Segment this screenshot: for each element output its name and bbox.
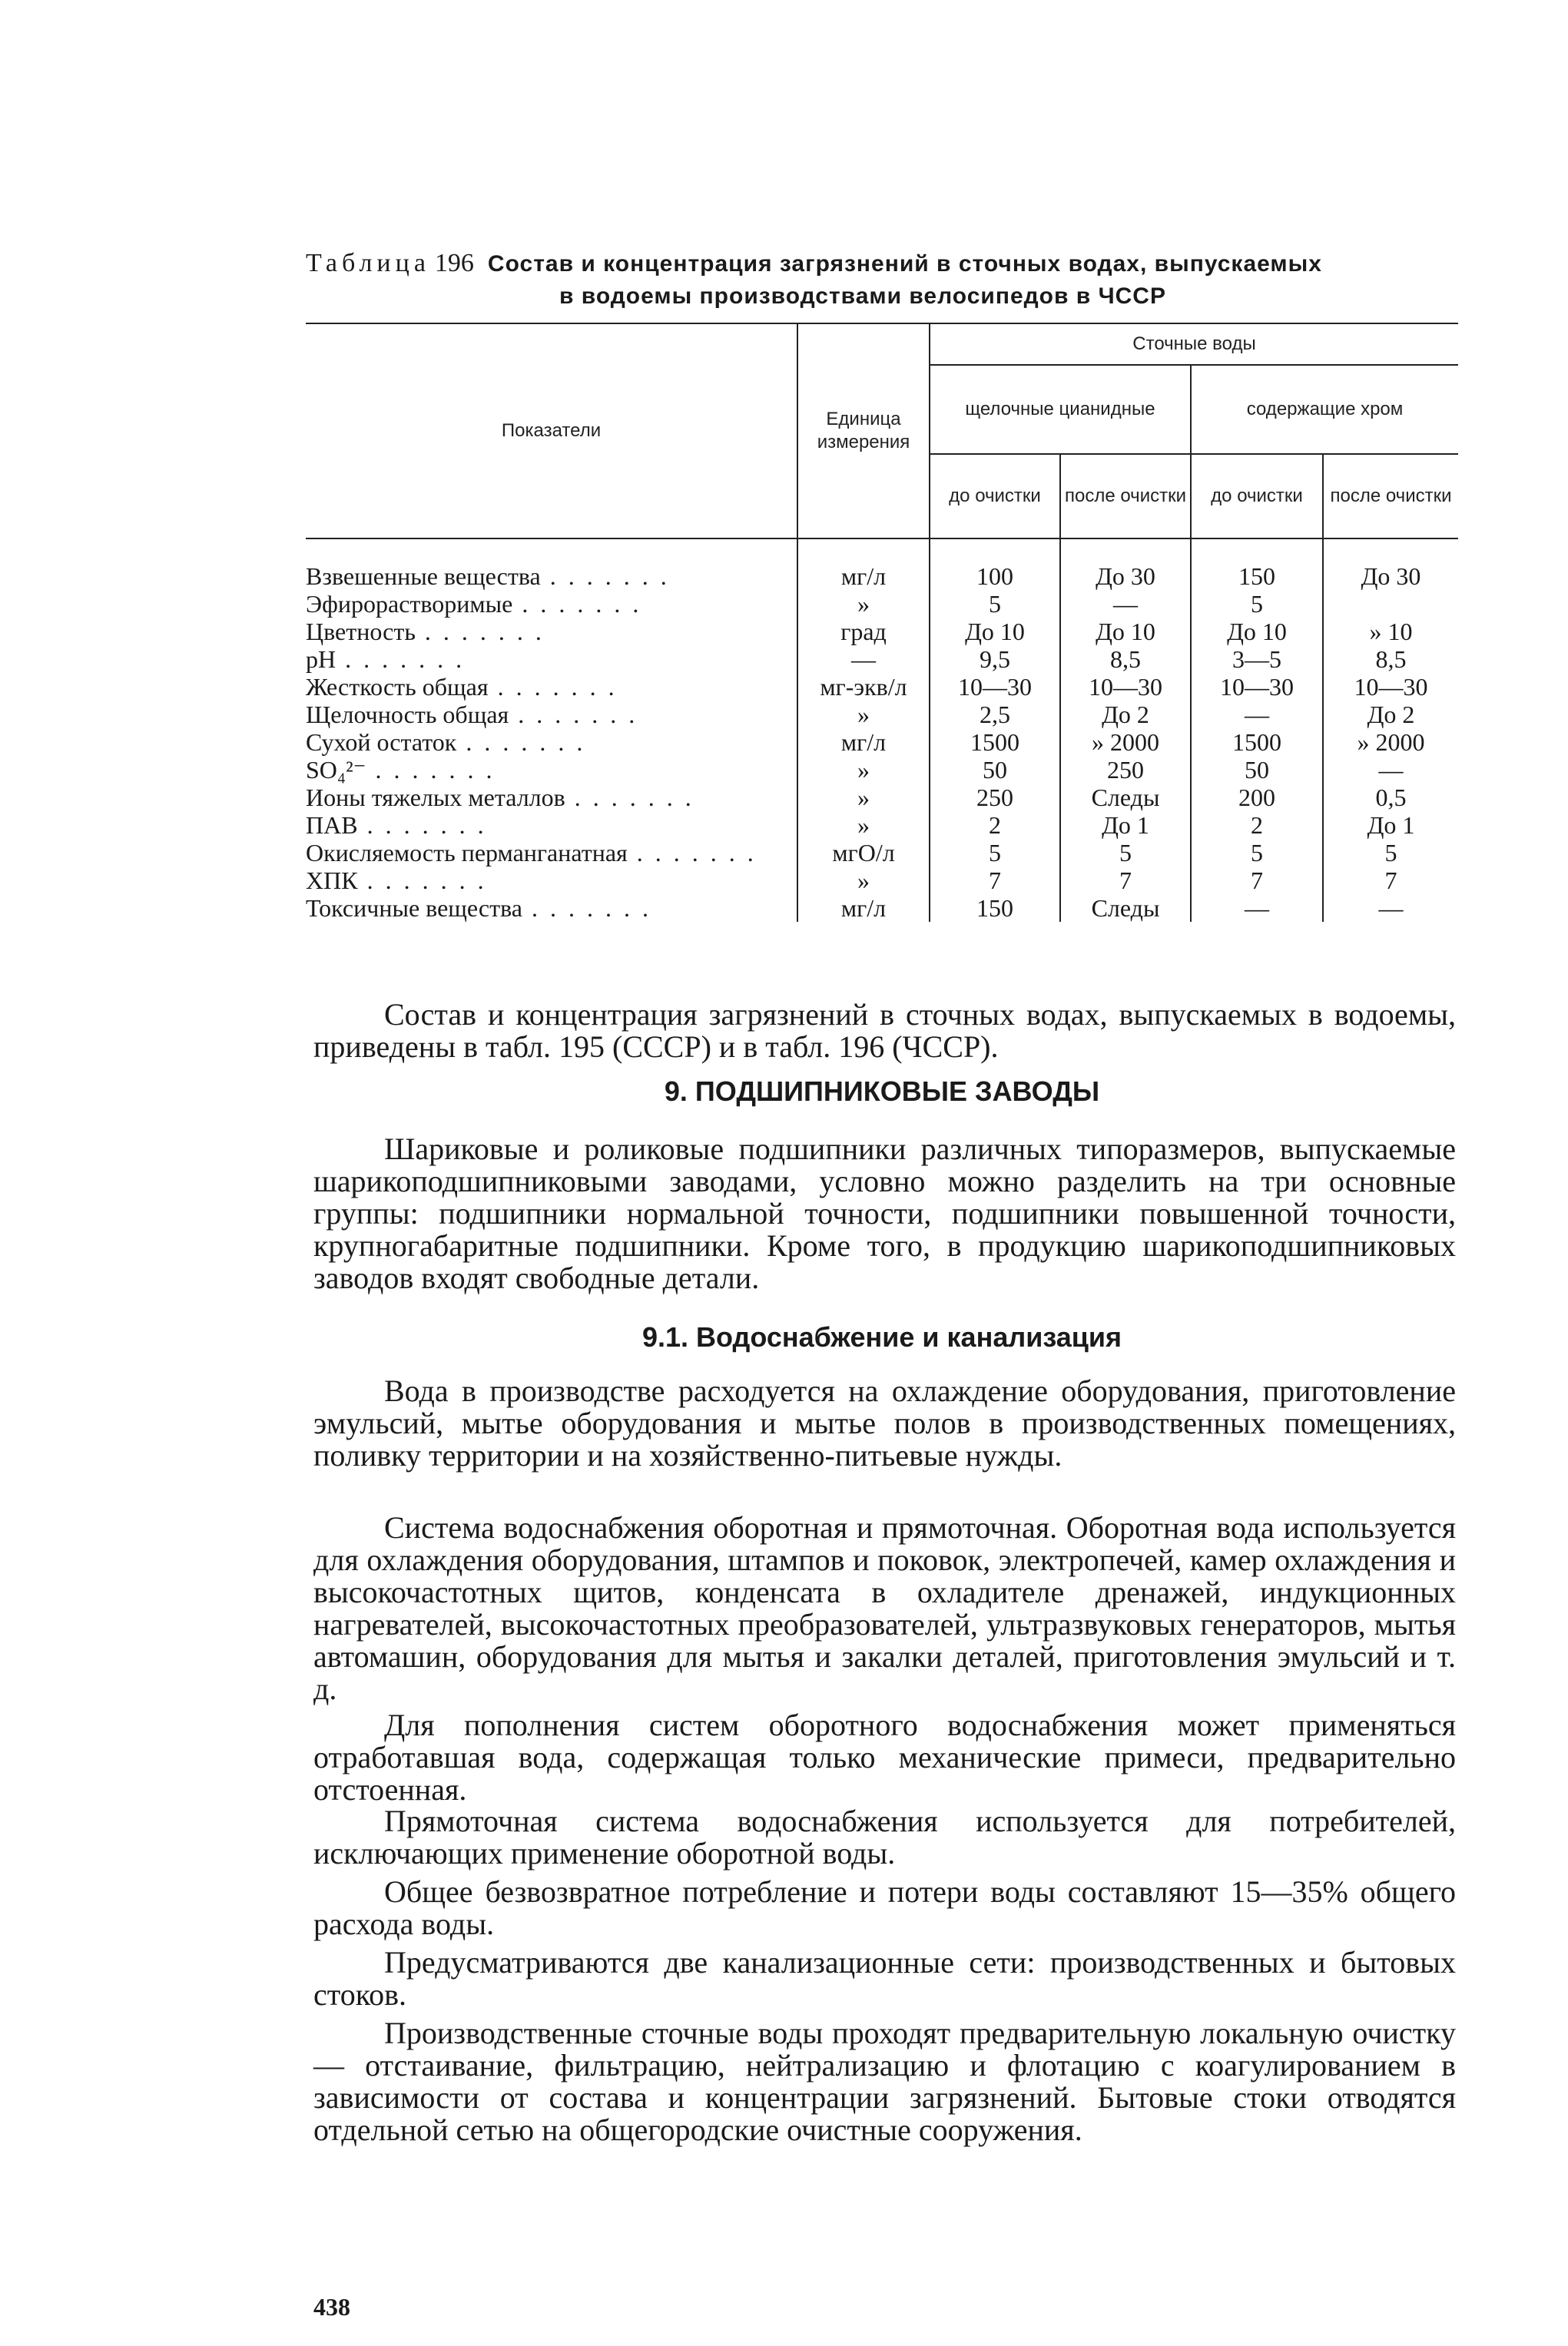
row-name: Сухой остаток . . . . . . . bbox=[306, 728, 586, 756]
row-unit: » bbox=[797, 756, 930, 784]
paragraph-2: Шариковые и роликовые подшипники различных типоразмеров, выпускаемые шарикоподшипниковыми заводами, условно можно разделить на три основные группы: подшипники нормальной точности, подшипники повышенной точности, крупногабаритные подшипники. Кроме того, в продукцию шарикоподшипниковых заводов входят свободные детали. bbox=[313, 1132, 1456, 1295]
dot-leader: . . . . . . . bbox=[456, 728, 586, 756]
dot-leader: . . . . . . . bbox=[488, 673, 618, 701]
row-chrome-before: 3—5 bbox=[1191, 645, 1323, 673]
row-chrome-before: 150 bbox=[1191, 538, 1323, 590]
header-chrome: содержащие хром bbox=[1191, 365, 1458, 454]
row-alkaline-before: 9,5 bbox=[930, 645, 1060, 673]
row-chrome-before: До 10 bbox=[1191, 618, 1323, 645]
dot-leader: . . . . . . . bbox=[357, 811, 487, 839]
row-unit: » bbox=[797, 590, 930, 618]
row-chrome-after: 5 bbox=[1323, 839, 1458, 866]
header-alkaline-cyanide: щелочные цианидные bbox=[930, 365, 1191, 454]
row-alkaline-after: 5 bbox=[1060, 839, 1191, 866]
row-unit: град bbox=[797, 618, 930, 645]
dot-leader: . . . . . . . bbox=[540, 562, 670, 590]
section-heading-9-1: 9.1. Водоснабжение и канализация bbox=[641, 1321, 1122, 1353]
table-row bbox=[306, 866, 1458, 894]
row-chrome-before: 50 bbox=[1191, 756, 1323, 784]
table-row bbox=[306, 590, 1458, 618]
row-alkaline-after: 10—30 bbox=[1060, 673, 1191, 701]
section-heading-9: 9. ПОДШИПНИКОВЫЕ ЗАВОДЫ bbox=[664, 1075, 1100, 1107]
caption-title-line2: в водоемы производствами велосипедов в ЧССР bbox=[559, 283, 1166, 309]
caption-lead: Таблица bbox=[306, 249, 430, 277]
row-chrome-before: — bbox=[1191, 894, 1323, 922]
row-chrome-after: 7 bbox=[1323, 866, 1458, 894]
row-chrome-before: 1500 bbox=[1191, 728, 1323, 756]
row-alkaline-after: До 30 bbox=[1060, 538, 1191, 590]
dot-leader: . . . . . . . bbox=[522, 894, 651, 922]
row-chrome-before: 7 bbox=[1191, 866, 1323, 894]
row-unit: » bbox=[797, 866, 930, 894]
row-chrome-after: До 1 bbox=[1323, 811, 1458, 839]
row-alkaline-after: До 10 bbox=[1060, 618, 1191, 645]
row-unit: мг/л bbox=[797, 728, 930, 756]
caption-number: 196 bbox=[434, 249, 474, 277]
paragraph-5: Для пополнения систем оборотного водоснабжения может применяться отработавшая вода, содержащая только механические примеси, предварительно отстоенная. bbox=[313, 1708, 1456, 1807]
paragraph-6: Прямоточная система водоснабжения используется для потребителей, исключающих применение оборотной воды. bbox=[313, 1804, 1456, 1871]
paragraph-7: Общее безвозвратное потребление и потери воды составляют 15—35% общего расхода воды. bbox=[313, 1874, 1456, 1941]
row-alkaline-before: 150 bbox=[930, 894, 1060, 922]
row-unit: » bbox=[797, 701, 930, 728]
dot-leader: . . . . . . . bbox=[366, 756, 496, 784]
row-chrome-before: 2 bbox=[1191, 811, 1323, 839]
row-alkaline-before: 2 bbox=[930, 811, 1060, 839]
dot-leader: . . . . . . . bbox=[627, 839, 757, 866]
header-before-1: до очистки bbox=[930, 454, 1060, 538]
header-unit: Единица измерения bbox=[797, 323, 930, 538]
table-row bbox=[306, 728, 1458, 756]
row-chrome-after: — bbox=[1323, 756, 1458, 784]
table-row bbox=[306, 538, 1458, 590]
row-name: Ионы тяжелых металлов . . . . . . . bbox=[306, 784, 694, 811]
table-row bbox=[306, 645, 1458, 673]
row-name: Токсичные вещества . . . . . . . bbox=[306, 894, 651, 922]
row-alkaline-before: 100 bbox=[930, 538, 1060, 590]
dot-leader: . . . . . . . bbox=[509, 701, 638, 728]
row-alkaline-after: До 1 bbox=[1060, 811, 1191, 839]
row-name: Щелочность общая . . . . . . . bbox=[306, 701, 638, 728]
paragraph-8: Предусматриваются две канализационные сети: производственных и бытовых стоков. bbox=[313, 1945, 1456, 2012]
row-name: ПАВ . . . . . . . bbox=[306, 811, 487, 839]
row-chrome-after: До 30 bbox=[1323, 538, 1458, 590]
paragraph-3: Вода в производстве расходуется на охлаждение оборудования, приготовление эмульсий, мытье оборудования и мытье полов в производственных помещениях, поливку территории и на хозяйственно-питьевые нужды. bbox=[313, 1373, 1456, 1473]
table-row bbox=[306, 701, 1458, 728]
row-chrome-after: » 2000 bbox=[1323, 728, 1458, 756]
row-alkaline-after: 250 bbox=[1060, 756, 1191, 784]
table-body bbox=[306, 538, 1458, 922]
row-unit: — bbox=[797, 645, 930, 673]
table-row bbox=[306, 784, 1458, 811]
row-name: Взвешенные вещества . . . . . . . bbox=[306, 562, 670, 590]
row-unit: » bbox=[797, 784, 930, 811]
header-after-2: после очистки bbox=[1323, 454, 1458, 538]
row-alkaline-after: До 2 bbox=[1060, 701, 1191, 728]
dot-leader: . . . . . . . bbox=[415, 618, 545, 645]
row-unit: мгО/л bbox=[797, 839, 930, 866]
header-wastewater: Сточные воды bbox=[930, 323, 1458, 365]
dot-leader: . . . . . . . bbox=[512, 590, 642, 618]
row-alkaline-after: » 2000 bbox=[1060, 728, 1191, 756]
row-alkaline-after: Следы bbox=[1060, 784, 1191, 811]
row-name: pH . . . . . . . bbox=[306, 645, 466, 673]
row-alkaline-before: 5 bbox=[930, 839, 1060, 866]
row-alkaline-before: 2,5 bbox=[930, 701, 1060, 728]
table-caption bbox=[306, 247, 1458, 313]
header-indicator: Показатели bbox=[306, 323, 797, 538]
row-alkaline-after: 8,5 bbox=[1060, 645, 1191, 673]
row-chrome-after: » 10 bbox=[1323, 618, 1458, 645]
page-number: 438 bbox=[313, 2293, 350, 2321]
table-row bbox=[306, 894, 1458, 922]
table-row bbox=[306, 673, 1458, 701]
paragraph-1: Состав и концентрация загрязнений в сточных водах, выпускаемых в водоемы, приведены в табл. 195 (СССР) и в табл. 196 (ЧССР). bbox=[313, 997, 1456, 1064]
header-after-1: после очистки bbox=[1060, 454, 1191, 538]
row-alkaline-before: 10—30 bbox=[930, 673, 1060, 701]
table-row bbox=[306, 756, 1458, 784]
row-alkaline-after: 7 bbox=[1060, 866, 1191, 894]
row-chrome-before: 10—30 bbox=[1191, 673, 1323, 701]
row-name: ХПК . . . . . . . bbox=[306, 866, 487, 894]
row-chrome-after: — bbox=[1323, 894, 1458, 922]
table-row bbox=[306, 811, 1458, 839]
row-name: Жесткость общая . . . . . . . bbox=[306, 673, 618, 701]
row-unit: мг/л bbox=[797, 894, 930, 922]
row-unit: » bbox=[797, 811, 930, 839]
dot-leader: . . . . . . . bbox=[357, 866, 487, 894]
header-before-2: до очистки bbox=[1191, 454, 1323, 538]
row-alkaline-after: Следы bbox=[1060, 894, 1191, 922]
row-alkaline-before: 1500 bbox=[930, 728, 1060, 756]
row-alkaline-before: 250 bbox=[930, 784, 1060, 811]
row-chrome-after: 10—30 bbox=[1323, 673, 1458, 701]
row-alkaline-before: 50 bbox=[930, 756, 1060, 784]
pollution-table bbox=[306, 323, 1458, 922]
row-alkaline-before: До 10 bbox=[930, 618, 1060, 645]
row-unit: мг/л bbox=[797, 538, 930, 590]
row-chrome-before: — bbox=[1191, 701, 1323, 728]
row-alkaline-before: 5 bbox=[930, 590, 1060, 618]
caption-title-line1: Состав и концентрация загрязнений в сточных водах, выпускаемых bbox=[487, 251, 1322, 277]
row-name: SO₄²⁻ . . . . . . . bbox=[306, 756, 496, 784]
row-unit: мг-экв/л bbox=[797, 673, 930, 701]
row-chrome-before: 200 bbox=[1191, 784, 1323, 811]
dot-leader: . . . . . . . bbox=[565, 784, 694, 811]
row-name: Цветность . . . . . . . bbox=[306, 618, 545, 645]
row-chrome-after bbox=[1323, 590, 1458, 618]
row-chrome-after: 8,5 bbox=[1323, 645, 1458, 673]
table-row bbox=[306, 618, 1458, 645]
paragraph-9: Производственные сточные воды проходят предварительную локальную очистку — отстаивание, фильтрацию, нейтрализацию и флотацию с коагулированием в зависимости от состава и концентрации загрязнений. Бытовые стоки отводятся отдельной сетью на общегородские очистные сооружения. bbox=[313, 2016, 1456, 2147]
row-alkaline-after: — bbox=[1060, 590, 1191, 618]
row-name: Эфирорастворимые . . . . . . . bbox=[306, 590, 642, 618]
row-name: Окисляемость перманганатная . . . . . . . bbox=[306, 839, 757, 866]
row-chrome-before: 5 bbox=[1191, 839, 1323, 866]
table-row bbox=[306, 839, 1458, 866]
dot-leader: . . . . . . . bbox=[336, 645, 466, 673]
row-chrome-after: До 2 bbox=[1323, 701, 1458, 728]
row-alkaline-before: 7 bbox=[930, 866, 1060, 894]
paragraph-4: Система водоснабжения оборотная и прямоточная. Оборотная вода используется для охлаждения оборудования, штампов и поковок, электропечей, камер охлаждения и высокочастотных щитов, конденсата в охладителе дренажей, индукционных нагревателей, высокочастотных преобразователей, ультразвуковых генераторов, мытья автомашин, оборудования для мытья и закалки деталей, приготовления эмульсий и т. д. bbox=[313, 1510, 1456, 1706]
row-chrome-before: 5 bbox=[1191, 590, 1323, 618]
row-chrome-after: 0,5 bbox=[1323, 784, 1458, 811]
